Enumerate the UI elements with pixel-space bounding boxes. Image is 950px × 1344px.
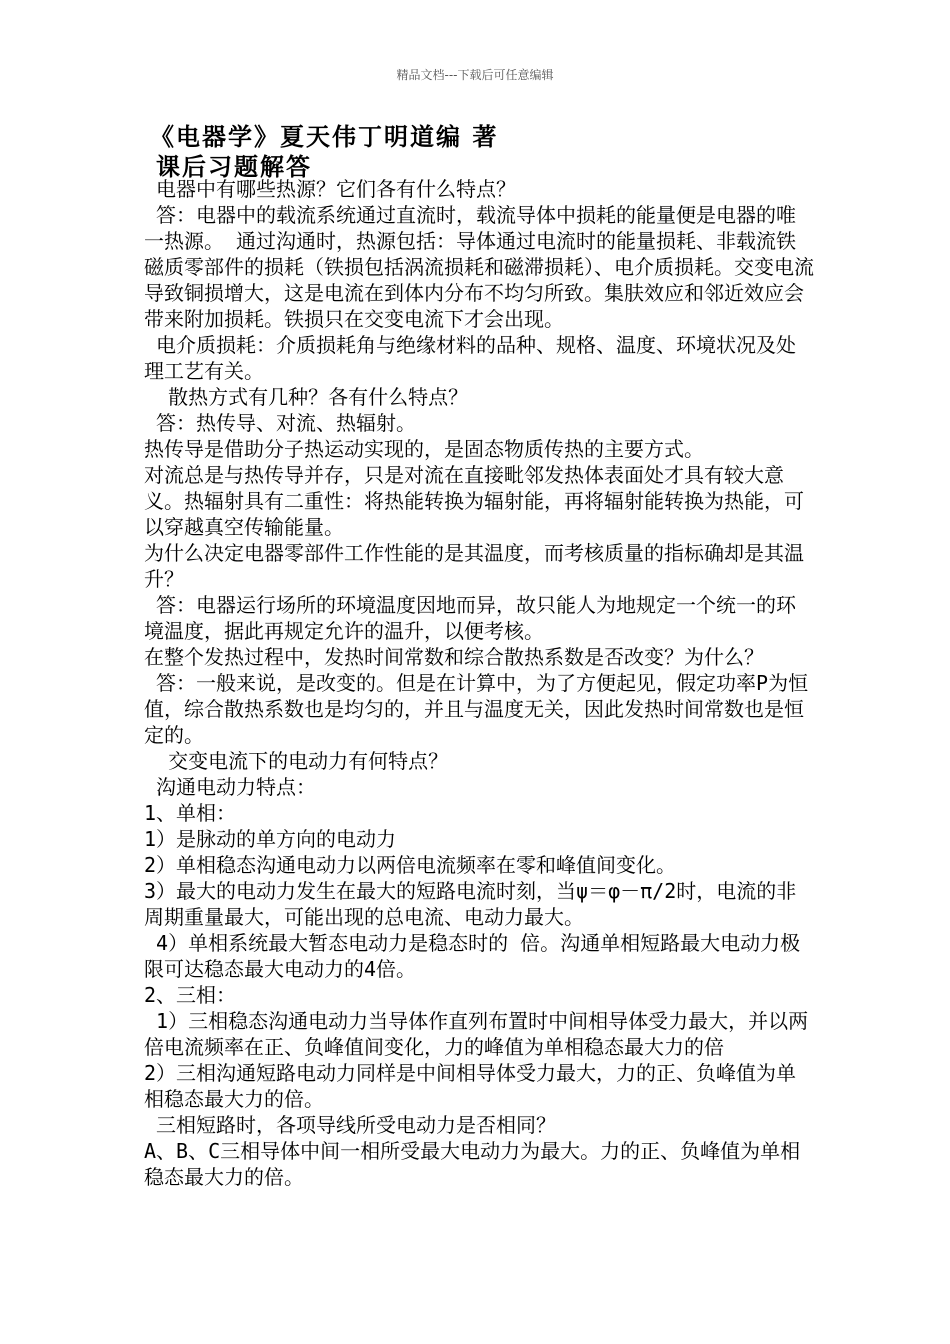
paragraph: 3）最大的电动力发生在最大的短路电流时刻，当ψ＝φ－π/2时，电流的非周期重量最大，可能出现的总电流、电动力最大。 xyxy=(144,879,797,929)
page-header: 精品文档---下载后可任意编辑 xyxy=(396,68,554,82)
document-title: 《电器学》夏天伟丁明道编 著 xyxy=(150,123,499,151)
paragraph: 2、三相： xyxy=(144,983,237,1007)
paragraph: 答：热传导、对流、热辐射。 xyxy=(144,411,417,435)
paragraph: 答：电器中的载流系统通过直流时，载流导体中损耗的能量便是电器的唯一热源。 通过沟通时，热源包括：导体通过电流时的能量损耗、非载流铁磁质零部件的损耗（铁损包括涡流损耗和磁滞损耗）、电介质损耗。交变电流导致铜损增大，这是电流在到体内分布不均匀所致。集肤效应和邻近效应会带来附加损耗。铁损只在交变电流下才会出现。 xyxy=(144,203,814,331)
paragraph: A、B、C三相导体中间一相所受最大电动力为最大。力的正、负峰值为单相稳态最大力的倍。 xyxy=(144,1139,801,1189)
paragraph: 答：一般来说，是改变的。但是在计算中，为了方便起见，假定功率P为恒值，综合散热系数也是均匀的，并且与温度无关，因此发热时间常数也是恒定的。 xyxy=(144,671,809,747)
title-block xyxy=(150,122,498,182)
paragraph: 为什么决定电器零部件工作性能的是其温度，而考核质量的指标确却是其温升？ xyxy=(144,541,804,591)
paragraph: 2）三相沟通短路电动力同样是中间相导体受力最大，力的正、负峰值为单相稳态最大力的倍。 xyxy=(144,1061,797,1111)
paragraph: 沟通电动力特点： xyxy=(144,775,317,799)
paragraph: 在整个发热过程中，发热时间常数和综合散热系数是否改变？为什么？ xyxy=(144,645,764,669)
paragraph: 1、单相： xyxy=(144,801,237,825)
paragraph: 电器中有哪些热源？它们各有什么特点？ xyxy=(144,177,517,201)
paragraph: 1）是脉动的单方向的电动力 xyxy=(144,827,397,851)
paragraph: 散热方式有几种？各有什么特点？ xyxy=(144,385,469,409)
paragraph: 电介质损耗：介质损耗角与绝缘材料的品种、规格、温度、环境状况及处理工艺有关。 xyxy=(144,333,797,383)
paragraph: 1）三相稳态沟通电动力当导体作直列布置时中间相导体受力最大，并以两倍电流频率在正、负峰值间变化，力的峰值为单相稳态最大力的倍 xyxy=(144,1009,809,1059)
paragraph: 对流总是与热传导并存，只是对流在直接毗邻发热体表面处才具有较大意义。热辐射具有二重性：将热能转换为辐射能，再将辐射能转换为热能，可以穿越真空传输能量。 xyxy=(144,463,804,539)
document-body xyxy=(144,176,814,1190)
paragraph: 答：电器运行场所的环境温度因地而异，故只能人为地规定一个统一的环境温度，据此再规定允许的温升，以便考核。 xyxy=(144,593,797,643)
paragraph: 三相短路时，各项导线所受电动力是否相同？ xyxy=(144,1113,557,1137)
paragraph: 热传导是借助分子热运动实现的，是固态物质传热的主要方式。 xyxy=(144,437,704,461)
paragraph: 交变电流下的电动力有何特点？ xyxy=(144,749,449,773)
paragraph: 4）单相系统最大暂态电动力是稳态时的 倍。沟通单相短路最大电动力极限可达稳态最大电动力的4倍。 xyxy=(144,931,801,981)
document-subtitle: 课后习题解答 xyxy=(156,153,312,181)
paragraph: 2）单相稳态沟通电动力以两倍电流频率在零和峰值间变化。 xyxy=(144,853,677,877)
